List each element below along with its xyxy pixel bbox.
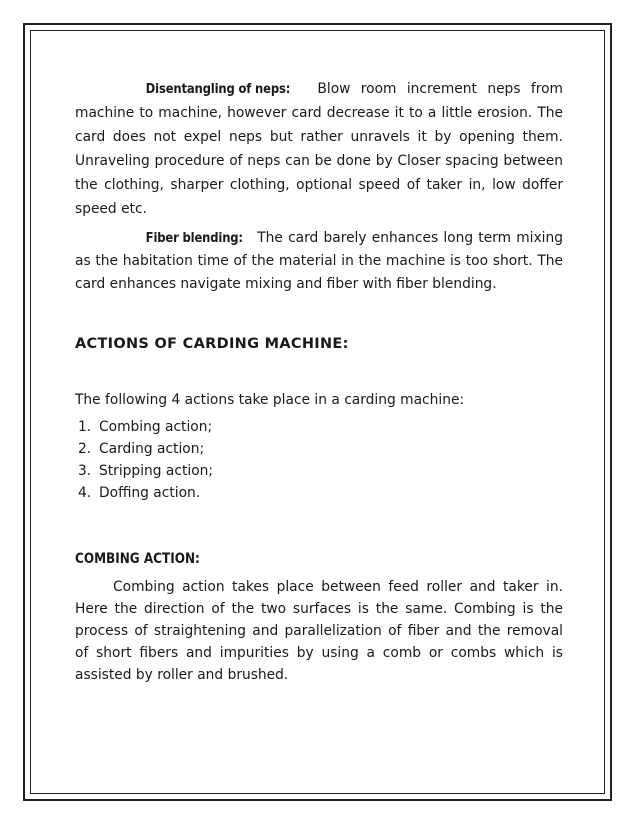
blending-paragraph [75,227,563,296]
combing-paragraph: Combing action takes place between feed roller and taker in. Here the direction of the two surfaces is the same. Combing is the process of straightening and parallelization of fiber and the removal of short fibers and impurities by using a comb or combs which is assisted by roller and brushed. [75,579,563,683]
list-item [75,460,563,482]
actions-heading: ACTIONS OF CARDING MACHINE: [75,336,349,352]
neps-paragraph [75,77,563,221]
list-item-number: 4. [78,485,92,501]
blending-lead: Fiber blending: [145,230,243,246]
list-item-label: Doffing action. [99,485,201,501]
combing-heading: COMBING ACTION: [75,551,200,567]
actions-intro: The following 4 actions take place in a carding machine: [75,392,465,408]
list-item [75,438,563,460]
document-content [75,77,563,686]
list-item-label: Stripping action; [99,463,214,479]
list-item-number: 1. [78,419,92,435]
list-item-label: Combing action; [99,419,213,435]
list-item-number: 3. [78,463,92,479]
blending-text: The card barely enhances long term mixing as the habitation time of the material in the machine is too short. The card enhances navigate mixing and fiber with fiber blending. [75,230,564,292]
list-item-number: 2. [78,441,92,457]
neps-lead: Disentangling of neps: [145,81,291,97]
neps-text: Blow room increment neps from machine to machine, however card decrease it to a little erosion. The card does not expel neps but rather unravels it by opening them. Unraveling procedure of neps can be done by Closer spacing between the clothing, sharper clothing, optional speed of taker in, low doffer speed etc. [75,81,563,217]
list-item [75,416,563,438]
actions-list [75,416,563,504]
list-item-label: Carding action; [99,441,205,457]
list-item [75,482,563,504]
